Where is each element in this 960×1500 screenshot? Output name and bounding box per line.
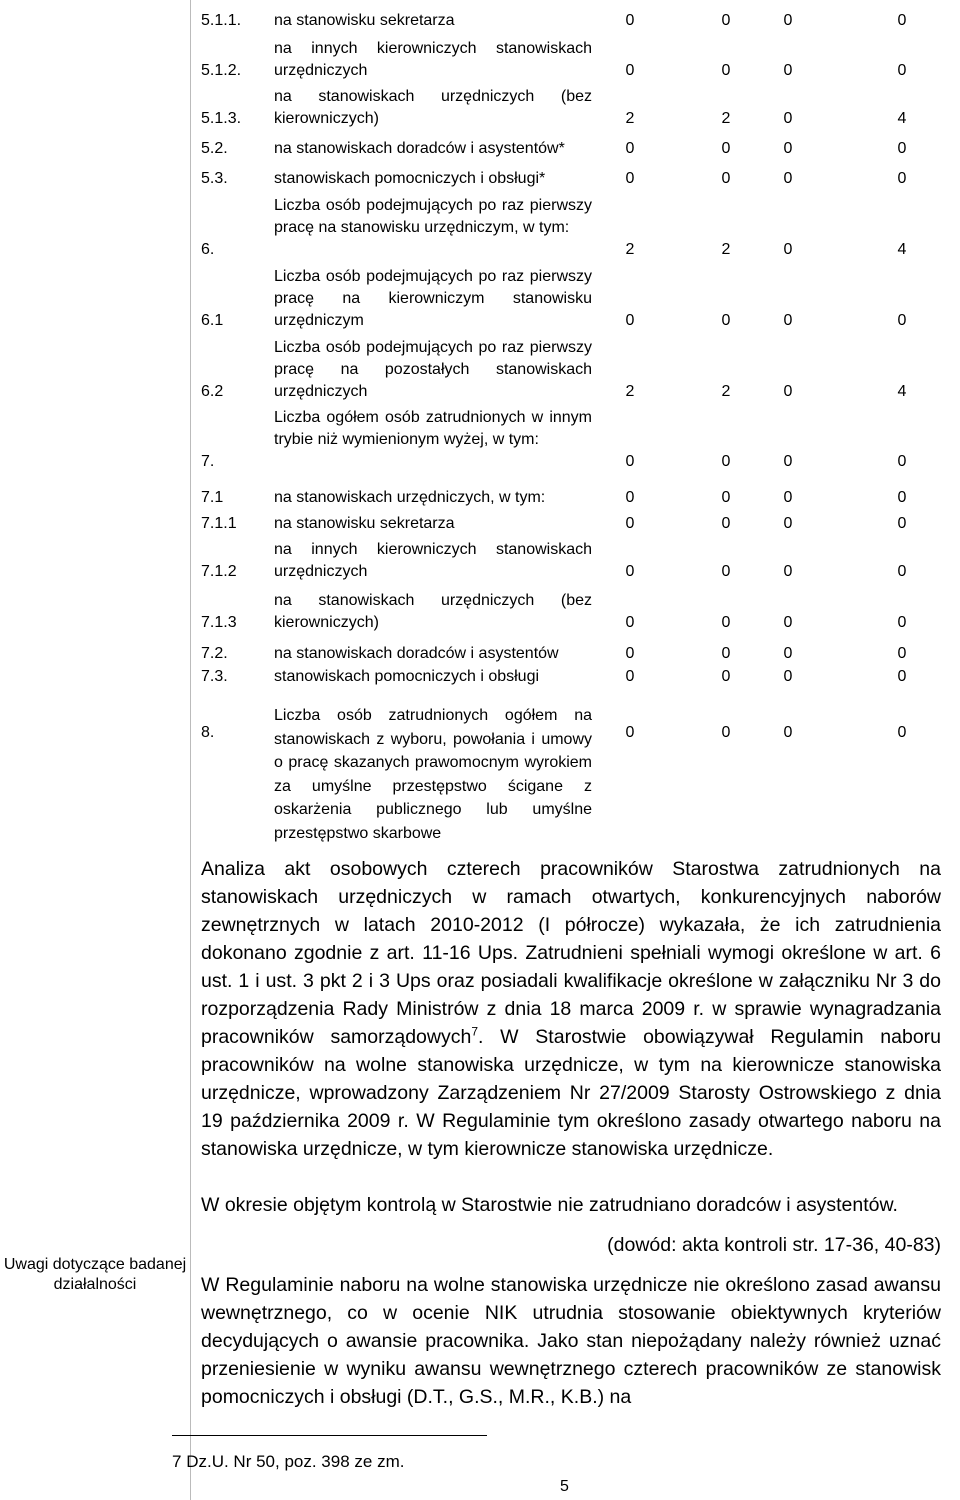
row-number: 6.1 — [201, 312, 224, 329]
row-value: 0 — [721, 668, 731, 685]
row-value: 0 — [625, 489, 635, 506]
row-label: Liczba osób podejmujących po raz pierwszy pracę na stanowisku urzędniczym, w tym: — [274, 197, 592, 236]
table-row — [0, 266, 960, 332]
table-row — [0, 86, 960, 130]
footnote — [172, 1452, 404, 1472]
row-label: Liczba osób zatrudnionych ogółem na stanowiskach z wyboru, powołania i umowy o pracę skazanych prawomocnym wyrokiem za umyślne przestępstwo ścigane z oskarżenia publicznego lub umyślne przestępstwo skarbowe — [274, 707, 592, 842]
row-number: 6. — [201, 241, 215, 258]
row-value: 0 — [783, 170, 793, 187]
row-value: 0 — [625, 724, 635, 741]
row-number: 7.1.3 — [201, 614, 237, 631]
row-value: 4 — [897, 241, 907, 258]
row-value: 0 — [783, 110, 793, 127]
table-row — [0, 407, 960, 473]
row-label: stanowiskach pomocniczych i obsługi — [274, 668, 540, 685]
row-value: 2 — [625, 110, 635, 127]
table-row — [0, 138, 960, 160]
row-value: 2 — [625, 241, 635, 258]
row-number: 7.3. — [201, 668, 228, 685]
row-value: 0 — [783, 614, 793, 631]
row-value: 2 — [625, 383, 635, 400]
row-value: 0 — [625, 140, 635, 157]
row-number: 5.1.1. — [201, 12, 242, 29]
table-row — [0, 168, 960, 190]
row-value: 0 — [783, 645, 793, 662]
row-value: 0 — [897, 645, 907, 662]
table-row — [0, 704, 960, 842]
row-value: 0 — [783, 668, 793, 685]
row-value: 0 — [625, 62, 635, 79]
row-value: 0 — [783, 62, 793, 79]
row-number: 5.1.2. — [201, 62, 242, 79]
table-row — [0, 38, 960, 82]
row-value: 0 — [721, 170, 731, 187]
row-value: 0 — [625, 12, 635, 29]
row-value: 2 — [721, 383, 731, 400]
row-number: 5.2. — [201, 140, 228, 157]
table-row — [0, 195, 960, 261]
row-value: 0 — [721, 489, 731, 506]
row-value: 0 — [625, 614, 635, 631]
row-number: 7. — [201, 453, 215, 470]
row-label: na stanowisku sekretarza — [274, 12, 455, 29]
row-value: 0 — [783, 489, 793, 506]
row-value: 0 — [897, 12, 907, 29]
row-label: na stanowiskach urzędniczych (bez kierowniczych) — [274, 592, 592, 631]
paragraph-advisors: W okresie objętym kontrolą w Starostwie nie zatrudniano doradców i asystentów. — [201, 1194, 898, 1216]
row-label: na stanowiskach urzędniczych, w tym: — [274, 489, 546, 506]
row-value: 0 — [721, 312, 731, 329]
row-value: 0 — [721, 645, 731, 662]
row-value: 4 — [897, 110, 907, 127]
row-value: 0 — [625, 515, 635, 532]
row-value: 0 — [897, 453, 907, 470]
row-number: 7.2. — [201, 645, 228, 662]
row-number: 5.3. — [201, 170, 228, 187]
row-value: 0 — [721, 12, 731, 29]
row-label: Liczba osób podejmujących po raz pierwszy pracę na kierowniczym stanowisku urzędniczym — [274, 268, 592, 329]
row-value: 0 — [721, 724, 731, 741]
footnote-reference: 7 — [471, 1024, 479, 1039]
row-value: 0 — [721, 453, 731, 470]
row-value: 0 — [721, 62, 731, 79]
row-value: 0 — [897, 724, 907, 741]
row-value: 0 — [783, 724, 793, 741]
table-row — [0, 337, 960, 403]
row-label: Liczba ogółem osób zatrudnionych w innym trybie niż wymienionym wyżej, w tym: — [274, 409, 592, 448]
row-value: 0 — [721, 515, 731, 532]
row-number: 7.1.2 — [201, 563, 237, 580]
evidence-note: (dowód: akta kontroli str. 17-36, 40-83) — [607, 1234, 941, 1256]
paragraph-promotion: W Regulaminie naboru na wolne stanowiska urzędnicze nie określono zasad awansu wewnętrznego, co w ocenie NIK utrudnia stosowanie obiektywnych kryteriów decydujących o awansie pracownika. Jako stan niepożądany należy również uznać przeniesienie w wyniku awansu wewnętrznego czterech pracowników ze stanowisk pomocniczych i obsługi (D.T., G.S., M.R., K.B.) na — [201, 1274, 941, 1408]
row-number: 7.1.1 — [201, 515, 237, 532]
row-label: na stanowiskach doradców i asystentów — [274, 645, 559, 662]
row-value: 0 — [783, 312, 793, 329]
row-value: 0 — [625, 563, 635, 580]
row-value: 0 — [783, 563, 793, 580]
page-number: 5 — [560, 1478, 569, 1495]
table-row — [0, 666, 960, 688]
footnote-separator — [172, 1435, 487, 1436]
row-value: 0 — [897, 170, 907, 187]
row-label: na stanowiskach urzędniczych (bez kierowniczych) — [274, 88, 592, 127]
row-value: 0 — [897, 62, 907, 79]
side-label: Uwagi dotyczące badanej działalności — [3, 1256, 187, 1293]
row-value: 0 — [897, 563, 907, 580]
row-value: 0 — [783, 383, 793, 400]
paragraph-analysis-text-a: Analiza akt osobowych czterech pracowników Starostwa zatrudnionych na stanowiskach urzędniczych w ramach otwartych, konkurencyjnych naborów zewnętrznych w latach 2010-2012 (I półrocze) wykazała, że ich zatrudnienia dokonano zgodnie z art. 11-16 Ups. Zatrudnieni spełniali wymogi określone w art. 6 ust. 1 i ust. 3 pkt 2 i 3 Ups oraz posiadali kwalifikacje określone w załączniku Nr 3 do rozporządzenia Rady Ministrów z dnia 18 marca 2009 r. w sprawie wynagradzania pracowników samorządowych — [201, 858, 941, 1048]
row-number: 7.1 — [201, 489, 224, 506]
row-value: 0 — [783, 453, 793, 470]
row-number: 6.2 — [201, 383, 224, 400]
footnote-number: 7 — [172, 1452, 182, 1471]
table-row — [0, 513, 960, 535]
row-value: 0 — [897, 614, 907, 631]
row-number: 5.1.3. — [201, 110, 242, 127]
row-label: na stanowisku sekretarza — [274, 515, 455, 532]
row-label: na innych kierowniczych stanowiskach urzędniczych — [274, 541, 592, 580]
table-row — [0, 487, 960, 509]
row-value: 0 — [625, 668, 635, 685]
row-value: 0 — [783, 12, 793, 29]
footnote-text: Dz.U. Nr 50, poz. 398 ze zm. — [186, 1452, 405, 1471]
table-row — [0, 10, 960, 32]
row-value: 0 — [783, 515, 793, 532]
row-value: 0 — [625, 645, 635, 662]
row-value: 2 — [721, 110, 731, 127]
row-value: 0 — [721, 140, 731, 157]
table-row — [0, 590, 960, 634]
row-value: 0 — [897, 668, 907, 685]
row-value: 0 — [897, 515, 907, 532]
row-value: 0 — [897, 489, 907, 506]
row-label: na innych kierowniczych stanowiskach urzędniczych — [274, 40, 592, 79]
row-value: 0 — [783, 241, 793, 258]
row-label: Liczba osób podejmujących po raz pierwszy pracę na pozostałych stanowiskach urzędniczych — [274, 339, 592, 400]
row-value: 0 — [721, 614, 731, 631]
paragraph-analysis — [201, 855, 941, 1163]
row-number: 8. — [201, 724, 215, 741]
paragraph-analysis-text-b: . W Starostwie obowiązywał Regulamin naboru pracowników na wolne stanowiska urzędnicze, w tym na kierownicze stanowiska urzędnicze, wprowadzony Zarządzeniem Nr 27/2009 Starosty Ostrowskiego z dnia 19 października 2009 r. W Regulaminie tym określono zasady otwartego naboru na stanowiska urzędnicze, w tym kierownicze stanowiska urzędnicze. — [201, 1026, 942, 1160]
row-label: stanowiskach pomocniczych i obsługi* — [274, 170, 546, 187]
row-value: 0 — [897, 140, 907, 157]
row-value: 4 — [897, 383, 907, 400]
table-row — [0, 643, 960, 665]
row-value: 0 — [783, 140, 793, 157]
row-value: 0 — [625, 170, 635, 187]
row-label: na stanowiskach doradców i asystentów* — [274, 140, 565, 157]
table-row — [0, 539, 960, 583]
row-value: 0 — [721, 563, 731, 580]
row-value: 0 — [897, 312, 907, 329]
row-value: 0 — [625, 453, 635, 470]
row-value: 0 — [625, 312, 635, 329]
row-value: 2 — [721, 241, 731, 258]
